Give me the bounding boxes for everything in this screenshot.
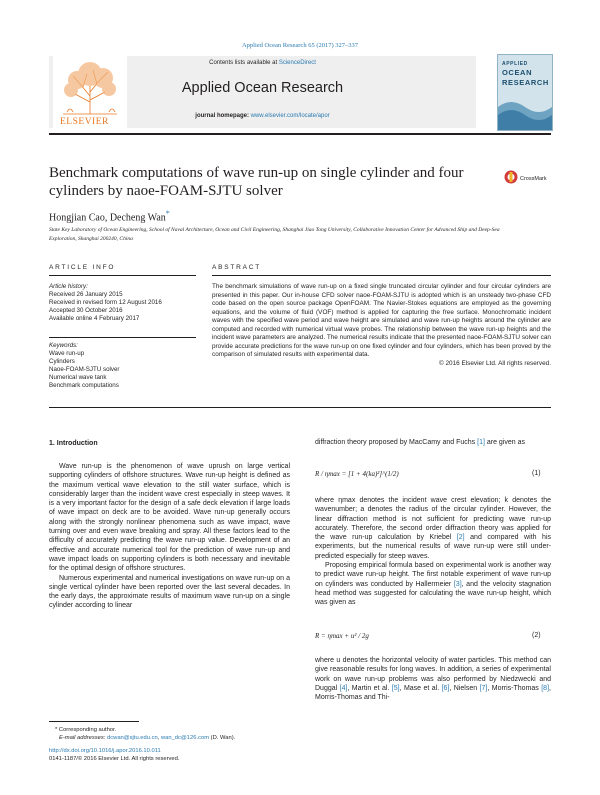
journal-cover[interactable] — [497, 54, 553, 131]
reference-link[interactable]: [1] — [477, 439, 485, 446]
footnote: * Corresponding author. E-mail addresses: dcwan@sjtu.edu.cn, wan_dc@126.com (D. Wan). — [55, 727, 236, 741]
text-run: , Martin et al. — [347, 684, 392, 692]
reference-link[interactable]: [6] — [441, 684, 450, 692]
right-column-bottom — [315, 656, 551, 702]
reference-link[interactable]: [5] — [391, 684, 400, 692]
elsevier-wordmark: ELSEVIER — [60, 117, 109, 127]
text-run: , and the velocity stagnation head method was suggested for calculating the wave run-up height, which was given as — [315, 580, 551, 607]
text-run: Proposing empirical formula based on experimental work is another way to predict wave run-up height. The first notable experiment of wave run-up on cylinders was conducted by Hallermeier — [315, 562, 551, 588]
reference-link[interactable]: [7] — [479, 684, 488, 692]
abstract-copyright: © 2016 Elsevier Ltd. All rights reserved. — [439, 359, 551, 367]
doi-link[interactable]: http://dx.doi.org/10.1016/j.apor.2016.10.011 — [49, 748, 161, 754]
keywords-rule — [49, 337, 196, 338]
cover-line-2: OCEAN — [502, 68, 533, 77]
text-run: , Morris-Thomas and Thi- — [315, 684, 551, 702]
reference-link[interactable]: [2] — [456, 534, 465, 542]
section-heading: 1. Introduction — [49, 440, 98, 447]
text-run: , Morris-Thomas — [487, 684, 542, 692]
journal-citation[interactable]: Applied Ocean Research 65 (2017) 327–337 — [241, 42, 359, 49]
left-column — [49, 462, 290, 611]
abstract-body — [212, 283, 551, 368]
cover-line-3: RESEARCH — [502, 78, 549, 87]
contents-line — [49, 60, 476, 66]
sciencedirect-link[interactable]: ScienceDirect — [278, 60, 316, 66]
article-info-heading: ARTICLE INFO — [49, 264, 116, 271]
email-link[interactable]: dcwan@sjtu.edu.cn — [107, 735, 158, 741]
equation-2: R = ηmax + u² / 2g — [315, 632, 369, 640]
equation-2-number: (2) — [532, 632, 541, 639]
text-run: , Mase et al. — [399, 684, 442, 692]
abstract-heading: ABSTRACT — [212, 264, 262, 271]
text-run: where ηmax denotes the incident wave crest elevation; k denotes the wavenumber; a denotes the radius of the circular cylinder. However, the linear diffraction method is not sufficient for predicting wave run-up accurately. Therefore, the second order diffraction theory was applied for the wave run-up calculation by Kriebel — [315, 497, 551, 542]
reference-link[interactable]: [8] — [541, 684, 550, 692]
doi-block — [49, 747, 299, 763]
email-label: E-mail addresses: — [59, 735, 108, 741]
crossmark-icon — [504, 169, 518, 187]
issn-line: 0141-1187/© 2016 Elsevier Ltd. All rights reserved. — [49, 756, 180, 762]
history-received: Received 26 January 2015 — [49, 291, 123, 298]
keywords-block — [49, 342, 199, 390]
authors-names: Hongjian Cao, Decheng Wan — [49, 212, 166, 224]
paragraph: Numerous experimental and numerical investigations on wave run-up on a single vertical cylinder have been reported over the last several decades. In the early days, the approximate results of maximum wave run-up on a single cylinder according to linear — [49, 574, 290, 610]
header-rule — [49, 133, 551, 135]
reference-link[interactable]: [4] — [339, 684, 348, 692]
reference-link[interactable]: [3] — [453, 580, 462, 588]
keyword-item: Naoe-FOAM-SJTU solver — [49, 366, 120, 373]
contents-prefix: Contents lists available at — [209, 60, 279, 66]
text-run: where u denotes the horizontal velocity of water particles. This method can give reasonable results for long waves. In addition, a series of experimental work on wave run-up problems was also performed by Niedzwecki and Duggal — [315, 657, 551, 692]
homepage-link[interactable]: www.elsevier.com/locate/apor — [250, 113, 330, 119]
equation-1: R / ηmax = [1 + 4(ka)²]^(1/2) — [315, 470, 399, 478]
email-tail: (D. Wan). — [209, 735, 236, 741]
keyword-item: Wave run-up — [49, 350, 85, 357]
keyword-item: Numerical wave tank — [49, 374, 107, 381]
keywords-label: Keywords: — [49, 342, 78, 349]
keyword-item: Cylinders — [49, 358, 75, 365]
abstract-bottom-rule — [49, 407, 551, 408]
equation-1-number: (1) — [532, 470, 541, 477]
footnote-rule — [49, 721, 139, 722]
cover-line-1: APPLIED — [502, 61, 528, 67]
text-run: and compared with his experiments, but the numerical results of wave run-up were still under-predicted especially for steep waves. — [315, 534, 552, 560]
abstract-rule — [212, 275, 551, 276]
text-run: diffraction theory proposed by MacCamy and Fuchs — [315, 439, 478, 446]
history-label: Article history: — [49, 283, 88, 290]
history-accepted: Accepted 30 October 2016 — [49, 307, 123, 314]
article-history — [49, 283, 199, 323]
homepage-line — [49, 113, 476, 119]
email-link[interactable]: wan_dc@126.com — [160, 735, 210, 741]
author-list — [49, 209, 170, 223]
journal-title[interactable]: Applied Ocean Research — [181, 80, 344, 96]
cover-wave-graphic — [498, 95, 552, 130]
right-column-top — [315, 438, 551, 447]
crossmark-label: CrossMark — [520, 176, 547, 182]
journal-header — [49, 56, 476, 128]
footnote-mark: * — [55, 727, 58, 733]
crossmark-badge[interactable] — [504, 167, 554, 193]
abstract-text: The benchmark simulations of wave run-up on a fixed single truncated circular cylinder and four circular cylinders are presented in this paper. Our in-house CFD solver naoe-FOAM-SJTU is adopted which is an unsteady two-phase CFD code based on the open source package OpenFOAM. The Navier-Stokes equations are employed as the governing equations, and the volume of fluid (VOF) method is applied for capturing the free surface. Monochromatic incident waves with the specified wave period and wave height are simulated and wave run-up heights around the cylinder are computed and recorded with numerical virtual wave probes. The relationship between the wave run-up heights and the incident wave parameters are analyzed. The numerical results indicate that the presented naoe-FOAM-SJTU solver can provide accurate predictions for the wave run-up on one fixed cylinder and four cylinders, which has been proved by the comparison of simulated results with experimental data. — [212, 283, 551, 358]
right-column-middle — [315, 496, 551, 608]
homepage-prefix: journal homepage: — [195, 113, 251, 119]
history-online: Available online 4 February 2017 — [49, 315, 140, 322]
corresponding-label: Corresponding author. — [58, 727, 117, 733]
text-run: , Nielsen — [449, 684, 480, 692]
corresponding-author-mark[interactable]: * — [165, 209, 170, 218]
affiliation: State Key Laboratory of Ocean Engineering, School of Naval Architecture, Ocean and Civil Engineering, Shanghai Jiao Tong University, Collaborative Innovation Center for Advanced Ship and Deep-Sea Exploration, Shanghai 200240, China — [49, 227, 500, 242]
history-revised: Received in revised form 12 August 2016 — [49, 299, 162, 306]
article-title: Benchmark computations of wave run-up on single cylinder and four cylinders by naoe-FOAM-SJTU solver — [49, 165, 464, 199]
text-run: are given as — [484, 439, 526, 446]
keyword-item: Benchmark computations — [49, 382, 119, 389]
paragraph: Wave run-up is the phenomenon of wave uprush on large vertical supporting cylinders of offshore structures. Wave run-up height is defined as the maximum vertical wave elevation to the still water surface, which is considerably larger than the incident wave crest especially in steep waves. It is a very important factor for the design of a safe deck elevation if large loads of wave impact on deck are to be avoided. Wave run-up generally occurs along with the strongly nonlinear phenomena such as wave impact, wave turning over and even wave breaking and spray. All these factors lead to the difficulty of accurately predicting the wave run-up value. Development of an effective and accurate numerical tool for the prediction of wave run-up and wave impact loads on supporting cylinders is both necessary and inevitable for the optimal design of offshore structures. — [49, 463, 290, 573]
article-info-rule — [49, 275, 196, 276]
